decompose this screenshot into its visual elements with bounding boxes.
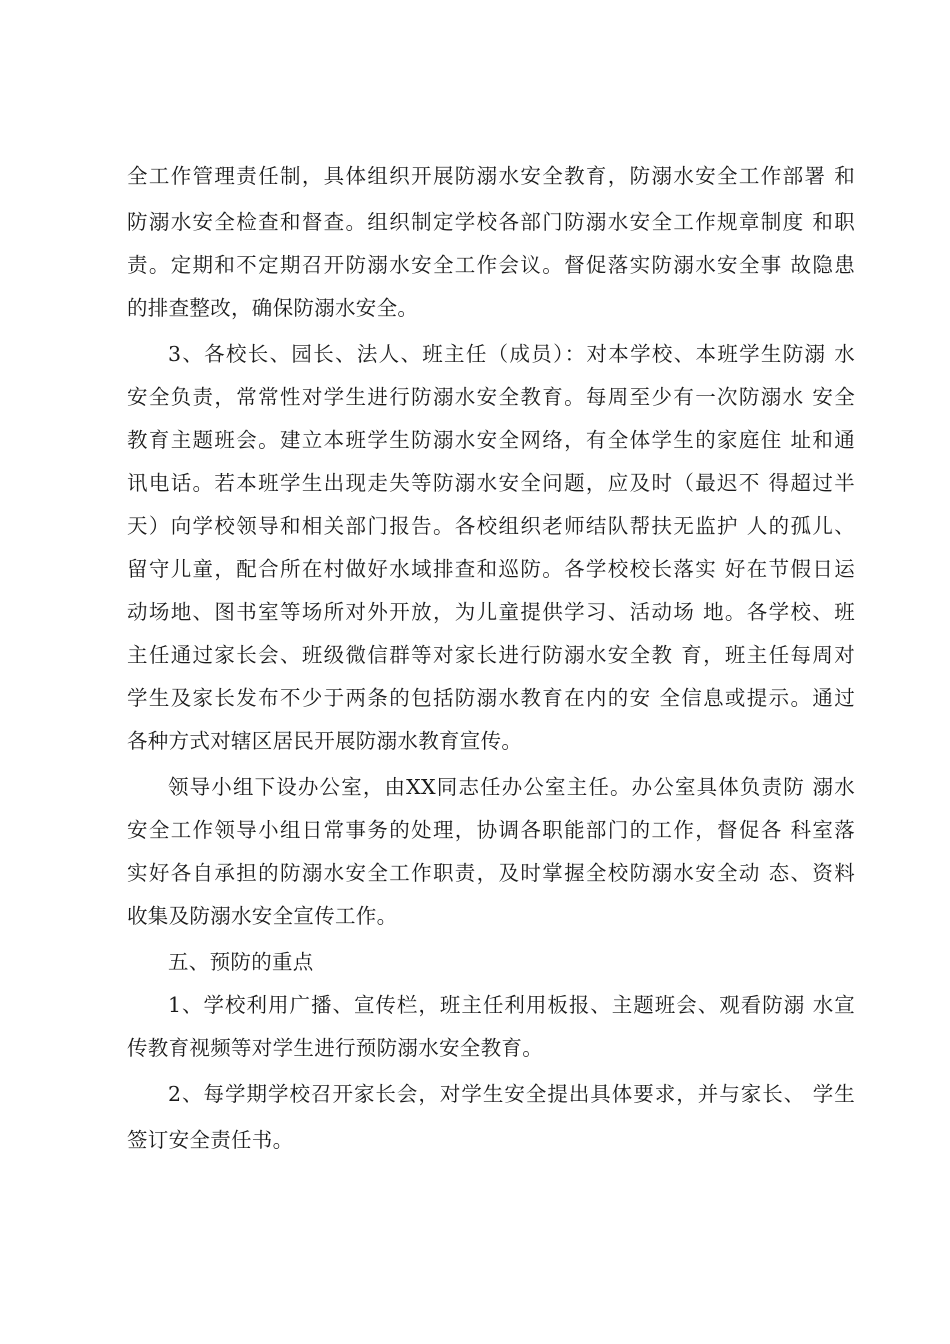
text-line: 学生及家长发布不少于两条的包括防溺水教育在内的安 全信息或提示。通过: [127, 686, 855, 710]
text-line: 实好各自承担的防溺水安全工作职责，及时掌握全校防溺水安全动 态、资料: [127, 861, 855, 885]
text-line: 主任通过家长会、班级微信群等对家长进行防溺水安全教 育，班主任每周对: [127, 643, 855, 667]
text-line: 责。定期和不定期召开防溺水安全工作会议。督促落实防溺水安全事 故隐患: [127, 253, 855, 277]
text-line: 全工作管理责任制，具体组织开展防溺水安全教育，防溺水安全工作部署 和: [127, 164, 855, 188]
section-heading: 五、预防的重点: [168, 950, 314, 974]
text-line: 各种方式对辖区居民开展防溺水教育宣传。: [127, 729, 523, 753]
paragraph-first-line: 3、各校长、园长、法人、班主任（成员）：对本学校、本班学生防溺 水: [168, 342, 855, 366]
text-line: 动场地、图书室等场所对外开放，为儿童提供学习、活动场 地。各学校、班: [127, 600, 855, 624]
text-line: 留守儿童，配合所在村做好水域排查和巡防。各学校校长落实 好在节假日运: [127, 557, 855, 581]
text-line: 安全负责，常常性对学生进行防溺水安全教育。每周至少有一次防溺水 安全: [127, 385, 855, 409]
text-line: 签订安全责任书。: [127, 1128, 294, 1152]
paragraph-first-line: 2、每学期学校召开家长会，对学生安全提出具体要求，并与家长、 学生: [168, 1082, 855, 1106]
text-line: 传教育视频等对学生进行预防溺水安全教育。: [127, 1036, 543, 1060]
paragraph-first-line: 领导小组下设办公室，由XX同志任办公室主任。办公室具体负责防 溺水: [168, 775, 855, 799]
paragraph-first-line: 1、学校利用广播、宣传栏，班主任利用板报、主题班会、观看防溺 水宣: [168, 993, 855, 1017]
text-line: 收集及防溺水安全宣传工作。: [127, 904, 398, 928]
text-line: 天）向学校领导和相关部门报告。各校组织老师结队帮扶无监护 人的孤儿、: [127, 514, 855, 538]
text-line: 的排查整改，确保防溺水安全。: [127, 296, 419, 320]
text-line: 安全工作领导小组日常事务的处理，协调各职能部门的工作，督促各 科室落: [127, 818, 855, 842]
text-line: 防溺水安全检查和督查。组织制定学校各部门防溺水安全工作规章制度 和职: [127, 210, 855, 234]
text-line: 教育主题班会。建立本班学生防溺水安全网络，有全体学生的家庭住 址和通: [127, 428, 855, 452]
text-line: 讯电话。若本班学生出现走失等防溺水安全问题，应及时（最迟不 得超过半: [127, 471, 855, 495]
